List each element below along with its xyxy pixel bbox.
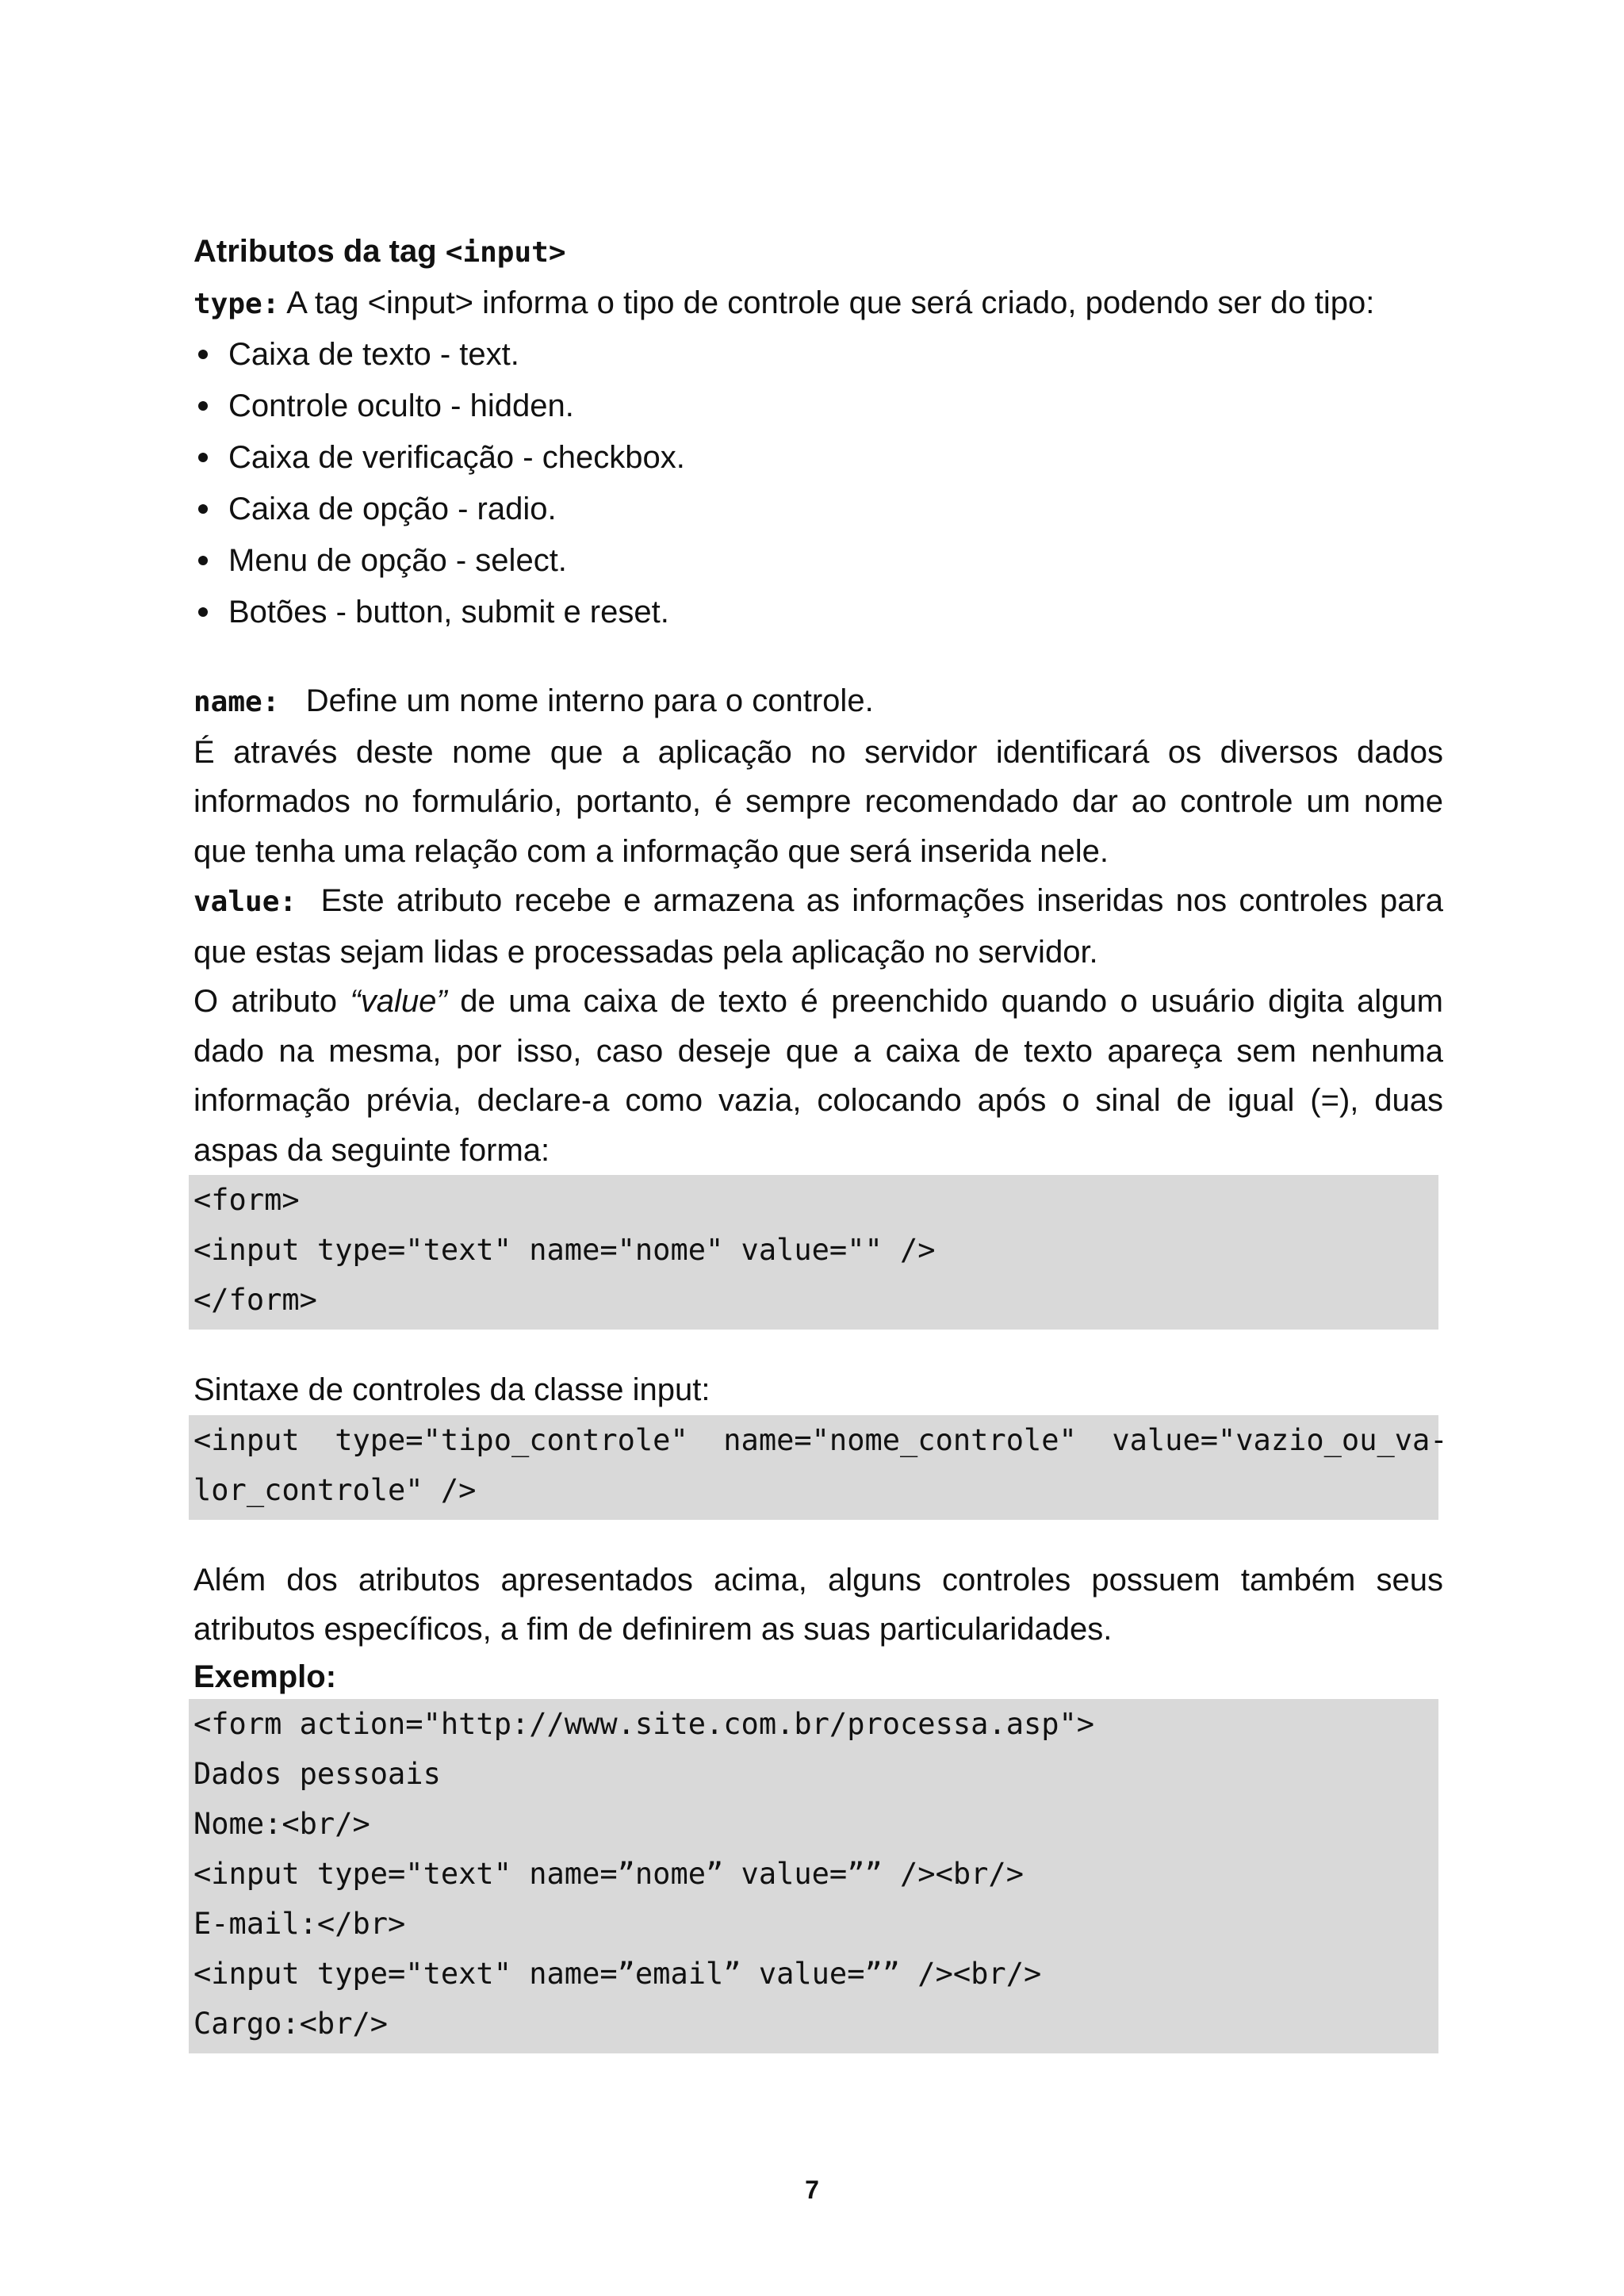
code-block-full-example <box>189 1699 1438 2053</box>
list-item <box>193 484 1443 535</box>
code-line: <input type="text" name=”nome” value=”” /><br/> <box>193 1856 1024 1891</box>
heading-text: Atributos da tag <box>193 234 446 269</box>
bullet-icon <box>198 556 208 565</box>
list-item-label: Controle oculto - hidden. <box>228 388 574 423</box>
code-line: lor_controle" /> <box>193 1472 477 1507</box>
value-desc-before: O atributo <box>193 984 350 1019</box>
code-line: <form> <box>193 1183 300 1217</box>
value-keyword: value: <box>193 886 297 918</box>
code-block-form-example <box>189 1175 1438 1330</box>
bullet-icon <box>198 607 208 617</box>
spacer <box>193 638 1443 676</box>
code-line: Cargo:<br/> <box>193 2006 389 2041</box>
list-item-label: Caixa de verificação - checkbox. <box>228 440 685 475</box>
code-padding <box>193 2049 1438 2053</box>
value-text: Este atributo recebe e armazena as informações inseridas nos controles para que estas sejam lidas e processadas pela aplicação no servidor. <box>193 883 1444 970</box>
list-item-label: Caixa de opção - radio. <box>228 492 557 526</box>
bullet-icon <box>198 401 208 411</box>
list-item <box>193 535 1443 587</box>
code-line: Dados pessoais <box>193 1756 441 1791</box>
code-line: <input type="tipo_controle" name="nome_controle" value="vazio_ou_va- <box>193 1422 1448 1457</box>
bullet-icon <box>198 504 208 514</box>
code-line: <form action="http://www.site.com.br/processa.asp"> <box>193 1706 1095 1741</box>
code-line: <input type="text" name="nome" value="" /> <box>193 1233 936 1267</box>
type-list <box>193 329 1443 638</box>
section-heading <box>193 227 1443 278</box>
list-item-label: Caixa de texto - text. <box>228 337 519 372</box>
heading-code: <input> <box>445 236 566 269</box>
type-text: A tag <input> informa o tipo de controle que será criado, podendo ser do tipo: <box>279 285 1375 320</box>
list-item-label: Botões - button, submit e reset. <box>228 595 669 629</box>
list-item <box>193 381 1443 432</box>
document-page <box>193 227 1448 2053</box>
value-desc-after: de uma caixa de texto é preenchido quando o usuário digita algum dado na mesma, por isso, caso deseje que a caixa de texto apareça sem nenhuma informação prévia, declare-a como vazia, colocando após o sinal de igual (=), duas aspas da seguinte forma: <box>193 984 1443 1168</box>
syntax-label: Sintaxe de controles da classe input: <box>193 1372 710 1407</box>
code-line: <input type="text" name=”email” value=”” /><br/> <box>193 1956 1042 1991</box>
name-text: Define um nome interno para o controle. <box>305 683 874 718</box>
code-line: E-mail:</br> <box>193 1906 406 1941</box>
code-block-syntax <box>189 1415 1448 1520</box>
list-item <box>193 587 1443 638</box>
bullet-icon <box>198 453 208 462</box>
spacer <box>193 1520 1443 1556</box>
type-paragraph <box>193 278 1443 330</box>
example-label: Exemplo: <box>193 1659 337 1694</box>
list-item-label: Menu de opção - select. <box>228 543 567 578</box>
name-description: É através deste nome que a aplicação no servidor identificará os diversos dados informados no formulário, portanto, é sempre recomendado dar ao controle um nome que tenha uma relação com a informação que será inserida nele. <box>193 734 1443 869</box>
bullet-icon <box>198 350 208 359</box>
type-keyword: type: <box>193 287 280 320</box>
value-paragraph <box>193 876 1443 977</box>
list-item <box>193 432 1443 484</box>
code-line: </form> <box>193 1283 317 1317</box>
code-line: Nome:<br/> <box>193 1806 370 1841</box>
value-description <box>193 977 1443 1175</box>
spacer <box>193 1330 1443 1365</box>
value-desc-italic: “value” <box>350 984 447 1019</box>
page-number: 7 <box>805 2175 819 2204</box>
name-paragraph <box>193 676 1443 728</box>
extra-attributes-paragraph: Além dos atributos apresentados acima, alguns controles possuem também seus atributos específicos, a fim de definirem as suas particularidades. <box>193 1562 1443 1647</box>
name-keyword: name: <box>193 686 280 718</box>
list-item <box>193 329 1443 381</box>
